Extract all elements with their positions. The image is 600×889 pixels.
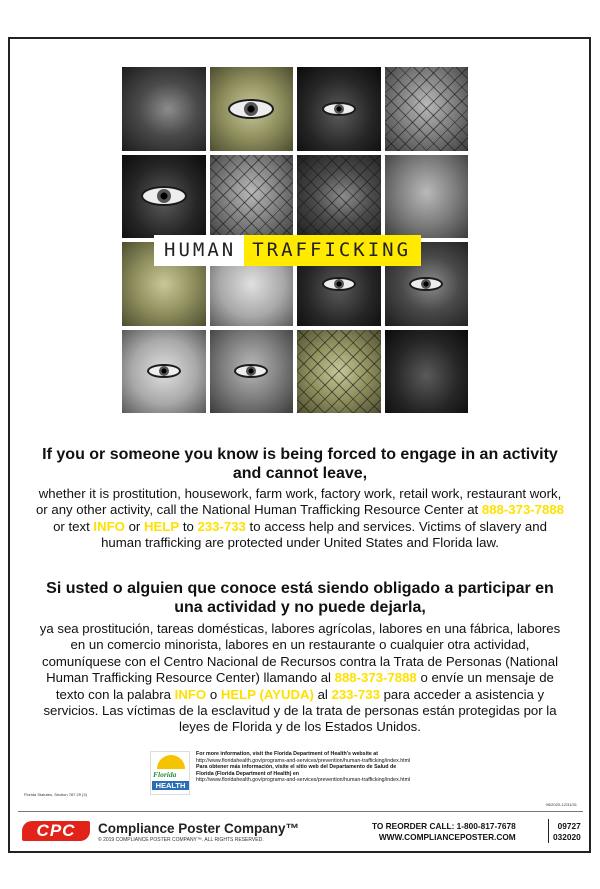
eye-icon xyxy=(141,186,187,206)
fence-pattern xyxy=(297,155,381,239)
photo-tile-eye xyxy=(210,67,294,151)
keyword-info-es: INFO xyxy=(174,686,207,702)
reorder-info xyxy=(372,821,516,842)
keyword-help-es: HELP (AYUDA) xyxy=(220,686,314,702)
title-word-human: HUMAN xyxy=(154,235,244,266)
photo-tile-fence xyxy=(210,155,294,239)
info-block xyxy=(150,751,470,801)
photo-tile-fence xyxy=(297,330,381,414)
cpc-logo-mark: CPC xyxy=(22,821,90,841)
english-heading: If you or someone you know is being forced to engage in an activity and cannot leave, xyxy=(42,446,558,482)
product-code: 09727 xyxy=(557,821,581,831)
photo-tile-eyes xyxy=(210,330,294,414)
text-short-code: 233-733 xyxy=(197,518,246,534)
revision-code: 05/2020-12/31/31 xyxy=(545,802,577,807)
keyword-help: HELP xyxy=(143,518,180,534)
text-short-code-es: 233-733 xyxy=(331,686,380,702)
photo-tile-fence xyxy=(385,67,469,151)
fence-pattern xyxy=(297,330,381,414)
website-link[interactable]: WWW.COMPLIANCEPOSTER.COM xyxy=(378,831,516,842)
english-body: whether it is prostitution, housework, farm work, factory work, retail work, restaurant work, or any other activity, call the National Human Trafficking Resource Center at 888-373-7888 or text INFO or HELP to 233-733 to access help and services. Victims of slavery and human trafficking are protected under United States and Florida law. xyxy=(35,486,565,551)
spanish-heading: Si usted o alguien que conoce está siendo obligado a participar en una actividad y no puede dejarla, xyxy=(46,580,554,616)
footer-divider xyxy=(18,811,583,812)
hotline-phone: 888-373-7888 xyxy=(481,502,565,518)
code-separator xyxy=(548,819,549,843)
poster xyxy=(8,37,591,853)
info-text: For more information, visit the Florida Department of Health's website at http://www.floridahealth.gov/programs-and-services/prevention/human-trafficking/index.html Para obtener más información, visite el sitio web del Departamento de Salud de Florida (Florida Department of Health) en http://www.floridahealth.gov/programs-and-services/prevention/human-trafficking/index.html xyxy=(196,751,476,784)
eye-icon xyxy=(322,102,356,116)
poster-codes xyxy=(553,821,581,842)
eye-icon xyxy=(228,99,274,119)
photo-tile-face xyxy=(385,155,469,239)
eye-icon xyxy=(147,364,181,378)
eye-icon xyxy=(322,277,356,291)
poster-title xyxy=(154,235,421,266)
fence-pattern xyxy=(210,155,294,239)
copyright: © 2019 COMPLIANCE POSTER COMPANY™. ALL RIGHTS RESERVED. xyxy=(98,837,264,843)
title-word-trafficking: TRAFFICKING xyxy=(244,235,421,266)
company-name: Compliance Poster Company™ xyxy=(98,821,300,836)
hotline-phone-es: 888-373-7888 xyxy=(334,670,417,686)
fence-pattern xyxy=(385,67,469,151)
photo-tile-fence xyxy=(297,155,381,239)
florida-health-logo: Florida HEALTH xyxy=(150,751,190,795)
reorder-phone: TO REORDER CALL: 1-800-817-7678 xyxy=(372,821,516,831)
cpc-logo xyxy=(22,819,92,843)
edition-code: 032020 xyxy=(553,831,581,842)
doh-link-es[interactable]: http://www.floridahealth.gov/programs-and-services/prevention/human-trafficking/index.html xyxy=(196,777,411,784)
sun-icon xyxy=(157,755,185,769)
eye-icon xyxy=(409,277,443,291)
doh-link-en[interactable]: http://www.floridahealth.gov/programs-and-services/prevention/human-trafficking/index.html xyxy=(196,757,411,764)
keyword-info: INFO xyxy=(93,518,125,534)
photo-tile-face xyxy=(385,330,469,414)
statute-reference: Florida Statutes, Section 787.29 (3) xyxy=(24,792,87,797)
photo-tile-eyes xyxy=(122,330,206,414)
photo-tile-face xyxy=(122,67,206,151)
photo-tile-eye xyxy=(122,155,206,239)
spanish-body: ya sea prostitución, tareas domésticas, labores agrícolas, labores en una fábrica, labores en un comercio minorista, labores en un restaurante o cualquier otra actividad, comuníquese con el Centro Nacional de Recursos contra la Trata de Personas (National Human Trafficking Resource Center) llamando al 888-373-7888 o envíe un mensaje de texto con la palabra INFO o HELP (AYUDA) al 233-733 para acceder a asistencia y servicios. Las víctimas de la esclavitud y de la trata de personas están protegidas por la leyes de Florida y de los Estados Unidos. xyxy=(39,621,561,735)
eye-icon xyxy=(234,364,268,378)
photo-tile-eyes xyxy=(297,67,381,151)
